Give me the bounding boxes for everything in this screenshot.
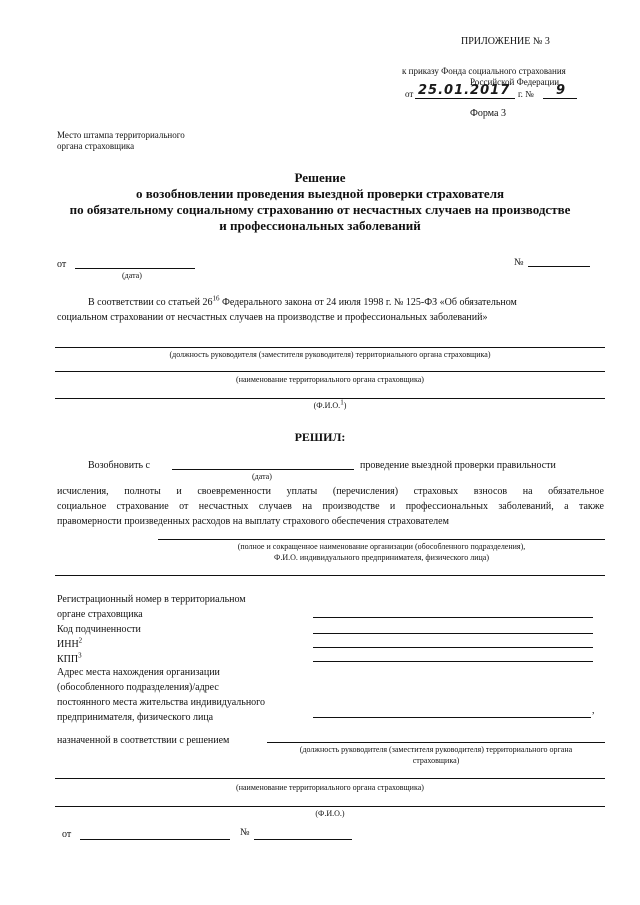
stamp-place-line-2: органа страховщика — [57, 141, 135, 151]
fio-line[interactable] — [55, 398, 605, 399]
title-line-2: о возобновлении проведения выездной проверки страхователя — [135, 186, 505, 201]
kpp-label: КПП$^3$ — [57, 651, 82, 665]
address-label-4: предпринимателя, физического лица — [57, 712, 214, 723]
title-line-3: по обязательному социальному страхованию от несчастных случаев на производстве — [69, 202, 571, 217]
policyholder-line-2[interactable] — [55, 575, 605, 576]
address-label-2: (обособленного подразделения)/адрес — [57, 682, 219, 693]
order-date-handwritten: 25.01.2017 — [418, 83, 511, 98]
address-comma: , — [592, 705, 595, 716]
resume-from-label: Возобновить с — [88, 460, 150, 471]
address-field[interactable] — [313, 717, 591, 718]
resume-date-caption: (дата) — [252, 472, 272, 481]
decision-heading: РЕШИЛ: — [294, 430, 346, 444]
assigned-org-caption: (наименование территориального органа страховщика) — [236, 783, 424, 792]
policyholder-caption-1: (полное и сокращенное наименование организации (обособленного подразделения), — [237, 542, 526, 551]
subordination-field[interactable] — [313, 633, 593, 634]
inn-field[interactable] — [313, 647, 593, 648]
resume-date-line[interactable] — [172, 469, 354, 470]
assigned-org-line[interactable] — [55, 778, 605, 779]
decision-para-line-1: исчисления, полноты и своевременности уплаты (перечисления) страховых взносов на обязательное — [57, 486, 604, 497]
decision-para-line-3: правомерности произведенных расходов на выплату страхового обеспечения страхователем — [57, 516, 449, 527]
reg-number-label-2: органе страховщика — [57, 609, 143, 620]
order-number-handwritten: 9 — [556, 83, 567, 98]
assigned-text: назначенной в соответствии с решением — [57, 735, 230, 746]
appendix-label: ПРИЛОЖЕНИЕ № 3 — [461, 36, 550, 47]
address-label-3: постоянного места жительства индивидуального — [57, 697, 266, 708]
policyholder-line[interactable] — [158, 539, 605, 540]
assigned-date-field[interactable] — [80, 839, 230, 840]
org-name-caption: (наименование территориального органа страховщика) — [236, 375, 424, 384]
subordination-label: Код подчиненности — [57, 624, 141, 635]
fio-caption: (Ф.И.О.$^1$) — [313, 398, 347, 410]
number-label: № — [514, 257, 524, 268]
order-number-prefix: г. № — [518, 89, 534, 99]
reg-number-field[interactable] — [313, 617, 593, 618]
order-date-prefix: от — [405, 89, 414, 99]
reg-number-label-1: Регистрационный номер в территориальном — [57, 594, 246, 605]
head-position-caption: (должность руководителя (заместителя руководителя) территориального органа страховщика) — [169, 350, 491, 359]
kpp-field[interactable] — [313, 661, 593, 662]
assigned-caption-1: (должность руководителя (заместителя руководителя) территориального органа — [299, 745, 573, 754]
address-label-1: Адрес места нахождения организации — [57, 667, 220, 678]
intro-line-2: социальном страховании от несчастных случаев на производстве и профессиональных заболеваний» — [57, 312, 488, 323]
date-from-label: от — [57, 259, 67, 270]
assigned-fio-caption: (Ф.И.О.) — [315, 809, 345, 818]
number-field-line[interactable] — [528, 266, 590, 267]
stamp-place-line-1: Место штампа территориального — [57, 130, 185, 140]
assigned-number-label: № — [240, 827, 250, 838]
decision-para-line-2: социальное страхование от несчастных случаев на производстве и профессиональных заболеваний, а также — [57, 501, 604, 512]
resume-rest-text: проведение выездной проверки правильности — [360, 460, 556, 471]
assigned-number-field[interactable] — [254, 839, 352, 840]
assigned-from-label: от — [62, 829, 72, 840]
assigned-position-line[interactable] — [267, 742, 605, 743]
org-name-line[interactable] — [55, 371, 605, 372]
date-caption: (дата) — [122, 271, 142, 280]
order-number-line — [543, 98, 577, 99]
head-position-line[interactable] — [55, 347, 605, 348]
date-field-line[interactable] — [75, 268, 195, 269]
policyholder-caption-2: Ф.И.О. индивидуального предпринимателя, физического лица) — [274, 553, 489, 562]
form-label: Форма 3 — [470, 108, 506, 119]
order-date-line — [415, 98, 515, 99]
inn-label: ИНН$^2$ — [57, 636, 83, 650]
assigned-fio-line[interactable] — [55, 806, 605, 807]
order-line-1: к приказу Фонда социального страхования — [402, 66, 566, 76]
title-line-1: Решение — [294, 170, 346, 185]
assigned-caption-2: страховщика) — [412, 756, 460, 765]
intro-line-1: В соответствии со статьей $26^{16}$ Федерального закона от 24 июля 1998 г. № 125-ФЗ «Об обязательном — [88, 294, 517, 308]
title-line-4: и профессиональных заболеваний — [219, 218, 421, 233]
order-line-2: Российской Федерации — [470, 77, 560, 87]
